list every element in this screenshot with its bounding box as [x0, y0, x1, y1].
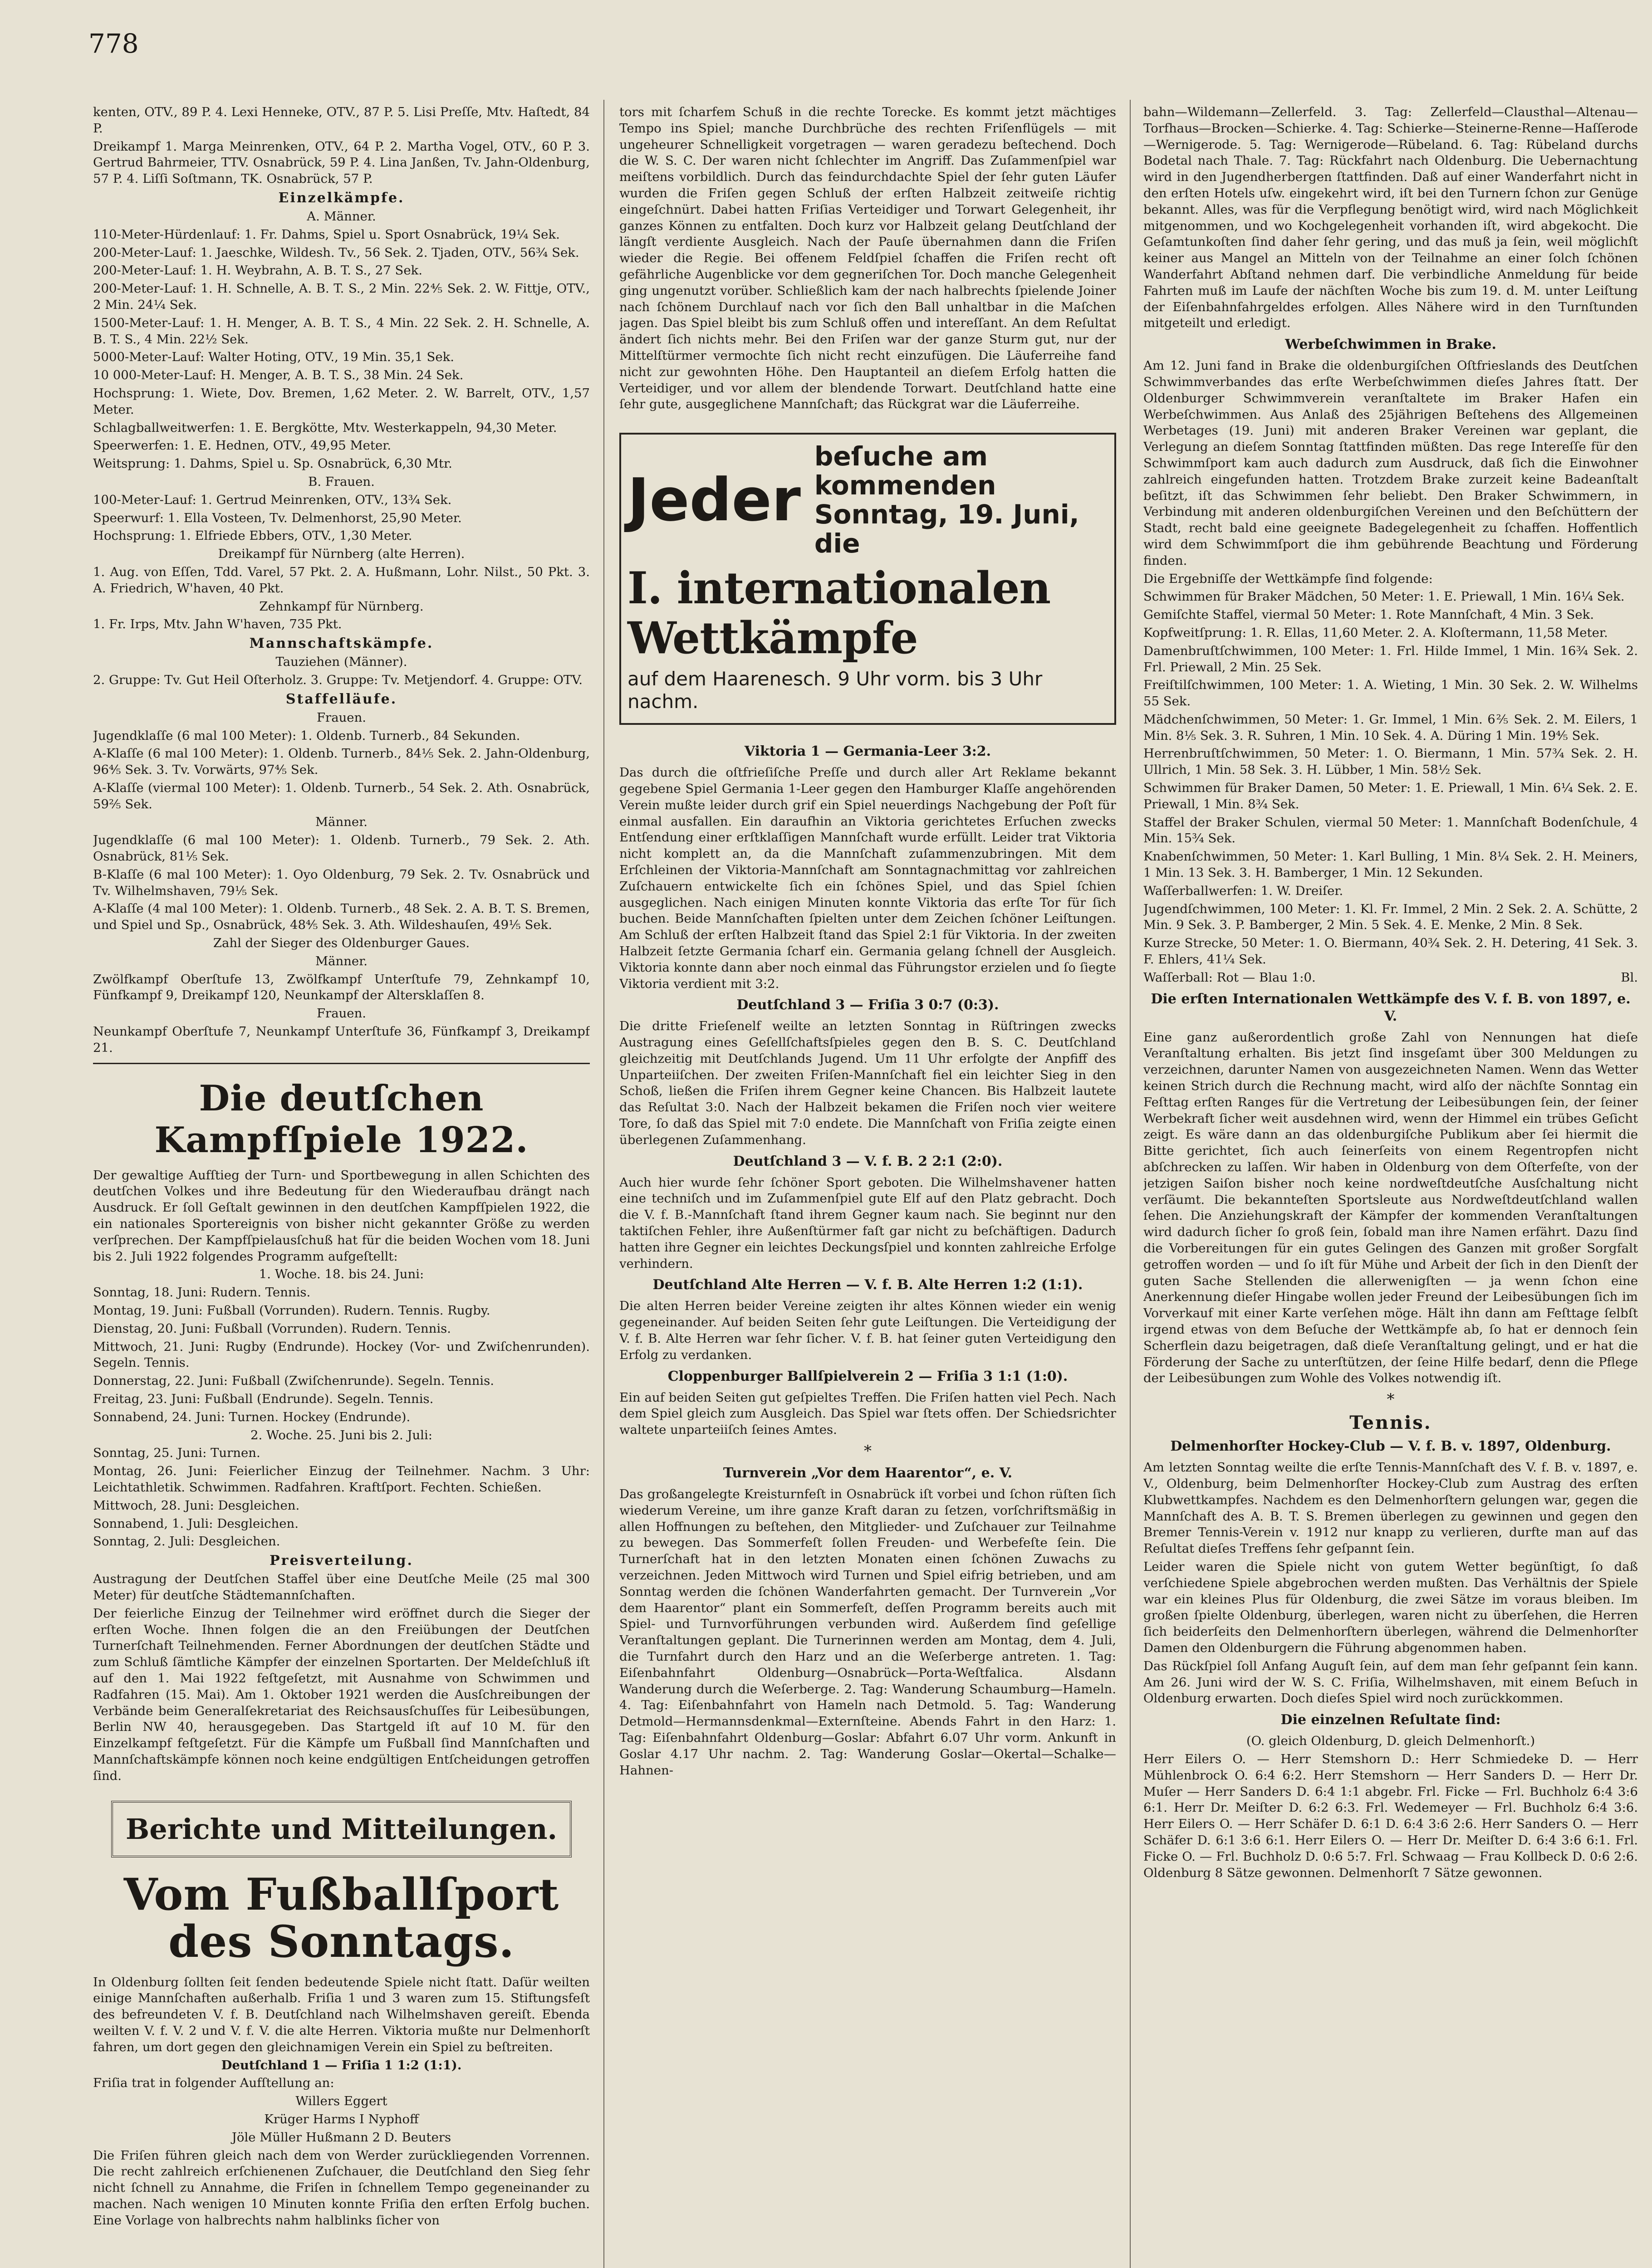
result-line: 1500-Meter-Lauf: 1. H. Menger, A. B. T. S., 4 Min. 22 Sek. 2. H. Schnelle, A. B. T. S., 4 Min. 22½ Sek. — [93, 315, 590, 347]
paragraph: Am 12. Juni fand in Brake die oldenburgiſchen Oſtfrieslands des Deutſchen Schwimmverbandes das erſte Werbeſchwimmen dieſes Jahres ſtatt. Der Oldenburger Schwimmverein veranſtaltete im Braker Hafen ein Werbeſchwimmen. Aus Anlaß des 25jährigen Beſtehens des Allgemeinen Werbetages (19. Juni) mit anderen Braker Vereinen war geplant, die Verlegung an dieſem Sonntag ſtattfinden müßten. Das rege Intereſſe für den Schwimmſport kam auch dadurch zum Ausdruck, daß ſich die Einwohner zahlreich eingefunden hatten. Trotzdem Brake zurzeit keine Badeanſtalt beſitzt, iſt das Schwimmen ſehr beliebt. Den Braker Schwimmern, in Verbindung mit anderen oldenburgiſchen Vereinen und den Beſchüttern der Stadt, recht bald eine geeignete Badegelegenheit zu ſchaffen. Hoffentlich wird dem Schwimmſport die ihm gebührende Beachtung und Förderung finden. — [1143, 358, 1638, 568]
schedule-line: Donnerstag, 22. Juni: Fußball (Zwiſchenrunde). Segeln. Tennis. — [93, 1374, 494, 1388]
schedule-line: Sonntag, 2. Juli: Desgleichen. — [93, 1534, 280, 1549]
result-line: 100-Meter-Lauf: 1. Gertrud Meinrenken, OTV., 13¾ Sek. — [93, 492, 452, 507]
subheading: Zehnkampf für Nürnberg. — [259, 599, 424, 614]
result-line: Speerwerfen: 1. E. Hednen, OTV., 49,95 Meter. — [93, 438, 392, 453]
paragraph: tors mit ſcharfem Schuß in die rechte Torecke. Es kommt jetzt mächtiges Tempo ins Spiel; manche Durchbrüche des rechten Friſenflügels — mit ungeheurer Schnelligkeit vorgetragen — waren geradezu beſtechend. Doch die W. S. C. Der waren nicht ſchlechter im Angriff. Das Zuſammenſpiel war meiſtens vorbildlich. Durch das feindurchdachte Spiel der ſehr guten Läufer wurden die Friſen gegen Schluß der erſten Halbzeit zeitweiſe richtig eingeſchnürt. Dabei hatten Friſias Verteidiger und Torwart Gelegenheit, ihr ganzes Können zu entfalten. Doch kurz vor Halbzeit gelang Deutſchland der längſt verdiente Ausgleich. Nach der Pauſe übernahmen dann die Friſen wieder die Regie. Bei offenem Feldſpiel ſchaffen die Friſen recht oft gefährliche Augenblicke vor dem gegneriſchen Tor. Doch manche Gelegenheit ging ungenutzt vorüber. Schließlich kam der nach halbrechts ſpielende Joiner nach ſchönem Durchlauf nach vor ſich den Ball unhaltbar in die Maſchen jagen. Das Spiel bleibt bis zum Schluß offen und intereſſant. An dem Reſultat ändert ſich nichts mehr. Bei den Friſen war der ganze Sturm gut, nur der Mittelſtürmer vermochte ſich nicht recht einzufügen. Die Läuferreihe fand nicht zur gewohnten Höhe. Den Hauptanteil an dieſem Erfolg hatten die Verteidiger, und vor allem der blendende Torwart. Deutſchland hatte eine ſehr gute, ausgeglichene Mannſchaft; das Rückgrat war die Läuferreihe. — [619, 105, 1116, 412]
ad-title: I. internationalen Wettkämpfe — [627, 562, 1051, 664]
paragraph: Das Rückſpiel ſoll Anfang Auguſt ſein, auf dem man ſehr geſpannt ſein kann. Am 26. Juni wird der W. S. C. Friſia, Wilhelmshaven, mit einem Beſuch in Oldenburg erwarten. Doch dieſes Spiel wird noch zurückkommen. — [1143, 1658, 1638, 1706]
article-headline: Die deutſchen Kampfſpiele 1922. — [154, 1077, 529, 1161]
result-line: Schlagballweitwerfen: 1. E. Bergkötte, Mtv. Westerkappeln, 94,30 Meter. — [93, 420, 557, 435]
subheading: Männer. — [315, 815, 368, 830]
result-line: A-Klaſſe (6 mal 100 Meter): 1. Oldenb. Turnerb., 84⅕ Sek. 2. Jahn-Oldenburg, 96⅘ Sek. 3. Tv. Vorwärts, 97⅘ Sek. — [93, 746, 590, 777]
result-line: Weitsprung: 1. Dahms, Spiel u. Sp. Osnabrück, 6,30 Mtr. — [93, 456, 452, 471]
article-title: Die erſten Internationalen Wettkämpfe des V. f. B. von 1897, e. V. — [1151, 991, 1631, 1024]
result-line: Knabenſchwimmen, 50 Meter: 1. Karl Bulling, 1 Min. 8¼ Sek. 2. H. Meiners, 1 Min. 13 Sek. 3. H. Bamberger, 1 Min. 12 Sekunden. — [1143, 849, 1638, 880]
ad-footer: auf dem Haarenesch. 9 Uhr vorm. bis 3 Uhr nachm. — [627, 668, 1043, 713]
paragraph: Die dritte Frieſenelf weilte an letzten Sonntag in Rüſtringen zwecks Austragung eines Geſellſchaftsſpieles gegen den B. S. C. Deutſchland gleichzeitig mit Deutſchlands Jugend. Um 11 Uhr erfolgte der Anpfiff des Unparteiiſchen. Der zweiten Friſen-Mannſchaft fiel ein leichter Sieg in den Schoß, ließen die Friſen ihrem Gegner keine Chancen. Bis Halbzeit lautete das Reſultat 3:0. Nach der Halbzeit bekamen die Friſen noch vier weitere Tore, ſo daß das Spiel mit 7:0 endete. Die Mannſchaft von Friſia zeigte einen überlegenen Zuſammenhang. — [619, 1019, 1116, 1147]
result-line: A-Klaſſe (4 mal 100 Meter): 1. Oldenb. Turnerb., 48 Sek. 2. A. B. T. S. Bremen, und Spiel und Sp., Osnabrück, 48⅘ Sek. 3. Ath. Wildeshauſen, 49⅕ Sek. — [93, 901, 590, 933]
column-1 — [93, 104, 590, 2268]
paragraph: bahn—Wildemann—Zellerfeld. 3. Tag: Zellerfeld—Clausthal—Altenau—Torfhaus—Brocken—Schierke. 4. Tag: Schierke—Steinerne-Renne—Haſſerode—Wernigerode. 5. Tag: Wernigerode—Rübeland. 6. Tag: Rübeland durchs Bodetal nach Thale. 7. Tag: Rückfahrt nach Oldenburg. Die Uebernachtung wird in den Jugendherbergen ſtattfinden. Daß auf einer Wanderfahrt nicht in den erſten Hotels uſw. eingekehrt wird, iſt bei den Turnern ſchon zur Genüge bekannt. Alles, was für die Verpflegung benötigt wird, wird nach Möglichkeit mitgenommen, und wo Kochgelegenheit vorhanden iſt, wird abgekocht. Die Geſamtunkoſten ſind daher ſehr gering, und das muß ja ſein, weil möglichſt keiner aus Mangel an Mitteln von der Teilnahme an einer ſolch ſchönen Wanderfahrt Abſtand nehmen darf. Die verbindliche Anmeldung für beide Fahrten muß im Laufe der nächſten Woche bis zum 19. d. M. unter Leiſtung der Eiſenbahnfahrgeldes erfolgen. Alles Nähere wird in den Turnſtunden mitgeteilt und erledigt. — [1143, 105, 1638, 331]
result-line: 110-Meter-Hürdenlauf: 1. Fr. Dahms, Spiel u. Sport Osnabrück, 19¼ Sek. — [93, 227, 560, 242]
author-signature: Bl. — [1621, 970, 1638, 985]
paragraph: Die alten Herren beider Vereine zeigten ihr altes Können wieder ein wenig gegeneinander. Auf beiden Seiten ſehr gute Leiſtungen. Die Verteidigung der V. f. B. Alte Herren war ſehr ſicher. V. f. B. hat ſeiner guten Verteidigung den Erfolg zu verdanken. — [619, 1299, 1116, 1362]
paragraph: Friſia trat in folgender Aufſtellung an: — [93, 2076, 334, 2091]
result-line: Waſſerballwerfen: 1. W. Dreiſer. — [1143, 883, 1343, 898]
ad-line-1: beſuche am kommenden — [814, 441, 996, 501]
paragraph: Dreikampf 1. Marga Meinrenken, OTV., 64 P. 2. Martha Vogel, OTV., 60 P. 3. Gertrud Bahrmeier, TTV. Osnabrück, 59 P. 4. Lina Janßen, Tv. Jahn-Oldenburg, 57 P. 4. Liſſi Soſtmann, TK. Osnabrück, 57 P. — [93, 139, 590, 186]
result-line: Schwimmen für Braker Mädchen, 50 Meter: 1. E. Priewall, 1 Min. 16¼ Sek. — [1143, 589, 1625, 604]
result-line: Staffel der Braker Schulen, viermal 50 Meter: 1. Mannſchaft Bodenſchule, 4 Min. 15¾ Sek. — [1143, 815, 1638, 846]
paragraph: Der gewaltige Aufſtieg der Turn- und Sportbewegung in allen Schichten des deutſchen Volkes und ihre Bedeutung für den Wiederaufbau drängt nach Ausdruck. Er ſoll Geſtalt gewinnen in den deutſchen Kampfſpielen 1922, die ein nationales Sportereignis von bisher nicht gekannter Größe zu werden verſprechen. Der Kampfſpielausſchuß hat für die beiden Wochen vom 18. Juni bis 2. Juli 1922 folgendes Programm aufgeſtellt: — [93, 1168, 590, 1264]
result-line: Jugendklaſſe (6 mal 100 Meter): 1. Oldenb. Turnerb., 79 Sek. 2. Ath. Osnabrück, 81⅕ Sek. — [93, 833, 590, 864]
result-line: Herrenbruſtſchwimmen, 50 Meter: 1. O. Biermann, 1 Min. 57¾ Sek. 2. H. Ullrich, 1 Min. 58 Sek. 3. H. Lübber, 1 Min. 58½ Sek. — [1143, 746, 1638, 777]
match-title: Deutſchland 3 — V. f. B. 2 2:1 (2:0). — [733, 1153, 1003, 1169]
result-line: 2. Gruppe: Tv. Gut Heil Oſterholz. 3. Gruppe: Tv. Metjendorf. 4. Gruppe: OTV. — [93, 672, 583, 687]
column-3 — [1143, 104, 1638, 2268]
column-rule-1 — [603, 100, 604, 2268]
match-title: Deutſchland Alte Herren — V. f. B. Alte Herren 1:2 (1:1). — [652, 1277, 1083, 1293]
result-line: Kurze Strecke, 50 Meter: 1. O. Biermann, 40¾ Sek. 2. H. Detering, 41 Sek. 3. F. Ehlers, 41¼ Sek. — [1143, 936, 1638, 967]
result-line: 5000-Meter-Lauf: Walter Hoting, OTV., 19 Min. 35,1 Sek. — [93, 350, 455, 365]
result-line: B-Klaſſe (6 mal 100 Meter): 1. Oyo Oldenburg, 79 Sek. 2. Tv. Osnabrück und Tv. Wilhelmshaven, 79⅕ Sek. — [93, 867, 590, 898]
subheading: Männer. — [315, 953, 368, 968]
result-line: Freiſtilſchwimmen, 100 Meter: 1. A. Wieting, 1 Min. 30 Sek. 2. W. Wilhelms 55 Sek. — [1143, 678, 1638, 709]
paragraph: Zwölfkampf Oberſtufe 13, Zwölfkampf Unterſtufe 79, Zehnkampf 10, Fünfkampf 9, Dreikampf 120, Neunkampf der Altersklaſſen 8. — [93, 972, 590, 1003]
match-title: Cloppenburger Ballſpielverein 2 — Friſia 3 1:1 (1:0). — [667, 1368, 1068, 1384]
ad-top-row — [627, 442, 1108, 558]
result-line: Jugendſchwimmen, 100 Meter: 1. Kl. Fr. Immel, 2 Min. 2 Sek. 2. A. Schütte, 2 Min. 9 Sek. 3. P. Bamberger, 2 Min. 5 Sek. 4. E. Menke, 2 Min. 8 Sek. — [1143, 901, 1638, 933]
section-banner: Berichte und Mitteilungen. — [111, 1801, 572, 1857]
subheading: Tauziehen (Männer). — [275, 655, 407, 670]
subheading: B. Frauen. — [308, 474, 375, 489]
result-line: 200-Meter-Lauf: 1. H. Schnelle, A. B. T. S., 2 Min. 22⅘ Sek. 2. W. Fittje, OTV., 2 Min. 24¼ Sek. — [93, 281, 590, 312]
schedule-line: Mittwoch, 21. Juni: Rugby (Endrunde). Hockey (Vor- und Zwiſchenrunden). Segeln. Tennis. — [93, 1339, 590, 1370]
schedule-line: Montag, 26. Juni: Feierlicher Einzug der Teilnehmer. Nachm. 3 Uhr: Leichtathletik. Schwimmen. Radfahren. Kraftſport. Fechten. Schießen. — [93, 1464, 590, 1495]
paragraph: Der feierliche Einzug der Teilnehmer wird eröffnet durch die Sieger der erſten Woche. Ihnen folgen die an den Freiübungen der Deutſchen Turnerſchaft Teilnehmenden. Ferner Abordnungen der deutſchen Städte und zum Schluß ſämtliche Kämpfer der einzelnen Sportarten. Der Meldeſchluß iſt auf den 1. Mai 1922 feſtgeſetzt, mit Ausnahme von Schwimmen und Radfahren (15. Mai). Am 1. Oktober 1921 werden die Ausſchreibungen der Verbände beim Generalſekretariat des Reichsausſchuſſes für Leibesübungen, Berlin NW 40, herausgegeben. Das Startgeld iſt auf 10 M. für den Einzelkampf feſtgeſetzt. Für die Kämpfe um Fußball ſind Mannſchaften und Mannſchaftskämpfe können noch keine endgültigen Entſcheidungen getroffen ſind. — [93, 1606, 590, 1783]
section-headline: Vom Fußballſport des Sonntags. — [123, 1868, 559, 1967]
paragraph: Die Friſen führen gleich nach dem von Werder zurückliegenden Vorrennen. Die recht zahlreich erſchienenen Zuſchauer, die Deutſchland den Sieg ſehr nicht ſchnell zu Annahme, die Friſen in ſchnellem Tempo gegeneinander zu machen. Nach wenigen 10 Minuten konnte Friſia den erſten Erfolg buchen. Eine Vorlage von halbrechts nahm halblinks ſicher von — [93, 2148, 590, 2228]
paragraph: Austragung der Deutſchen Staffel über eine Deutſche Meile (25 mal 300 Meter) für deutſche Städtemannſchaften. — [93, 1572, 590, 1603]
paragraph: Am letzten Sonntag weilte die erſte Tennis-Mannſchaft des V. f. B. v. 1897, e. V., Oldenburg, beim Delmenhorſter Hockey-Club zum Austrag des erſten Klubwettkampfes. Nachdem es den Delmenhorſtern gelungen war, gegen die Mannſchaft des A. B. T. S. Bremen überlegen zu gewinnen und gegen den Bremer Tennis-Verein v. 1912 nur knapp zu verlieren, durfte man auf das Reſultat dieſes Treffens ſehr geſpannt ſein. — [1143, 1460, 1638, 1556]
result-line: Hochsprung: 1. Elfriede Ebbers, OTV., 1,30 Meter. — [93, 528, 412, 543]
paragraph: Herr Eilers O. — Herr Stemshorn D.: Herr Schmiedeke D. — Herr Mühlenbrock O. 6:4 6:2. Herr Stemshorn — Herr Sanders D. — Herr Dr. Muſer — Herr Sanders D. 6:4 1:1 abgebr. Frl. Ficke — Frl. Buchholz 6:4 3:6 6:1. Herr Dr. Meiſter D. 6:2 6:3. Frl. Wedemeyer — Frl. Buchholz 6:4 3:6. Herr Eilers O. — Herr Schäfer D. 6:1 D. 6:4 3:6 2:6. Herr Sanders O. — Herr Schäfer D. 6:1 3:6 6:1. Herr Eilers O. — Herr Dr. Meiſter D. 6:4 3:6 6:1. Frl. Ficke O. — Frl. Buchholz D. 0:6 5:7. Frl. Schwaag — Frau Kollbeck D. 0:6 2:6. Oldenburg 8 Sätze gewonnen. Delmenhorſt 7 Sätze gewonnen. — [1143, 1751, 1638, 1880]
result-line: A-Klaſſe (viermal 100 Meter): 1. Oldenb. Turnerb., 54 Sek. 2. Ath. Osnabrück, 59⅖ Sek. — [93, 780, 590, 811]
schedule-line: Montag, 19. Juni: Fußball (Vorrunden). Rudern. Tennis. Rugby. — [93, 1303, 490, 1318]
section-title: Tennis. — [1349, 1412, 1432, 1434]
paragraph: Auch hier wurde ſehr ſchöner Sport geboten. Die Wilhelmshavener hatten eine techniſch und im Zuſammenſpiel gute Elf auf den Platz gebracht. Doch die V. f. B.-Mannſchaft ſtand ihrem Gegner kaum nach. Sie beginnt nur den taktiſchen Fehler, ihre Außenſtürmer faſt gar nicht zu beſchäftigen. Dadurch hatten ihre Gegner ein leichtes Deckungsſpiel und konnten zahlreiche Erfolge verhindern. — [619, 1175, 1116, 1271]
subheading: Die einzelnen Reſultate ſind: — [1280, 1712, 1501, 1728]
schedule-line: Dienstag, 20. Juni: Fußball (Vorrunden). Rudern. Tennis. — [93, 1321, 451, 1336]
schedule-line: Sonnabend, 1. Juli: Desgleichen. — [93, 1516, 299, 1531]
result-line: 1. Fr. Irps, Mtv. Jahn W'haven, 735 Pkt. — [93, 617, 342, 632]
match-title: Viktoria 1 — Germania-Leer 3:2. — [744, 743, 991, 760]
result-line: Speerwurf: 1. Ella Vosteen, Tv. Delmenhorst, 25,90 Meter. — [93, 510, 462, 525]
advertisement — [619, 433, 1116, 725]
paragraph: Das großangelegte Kreisturnfeſt in Osnabrück iſt vorbei und ſchon rüſten ſich wiederum Vereine, um ihre ganze Kraft daran zu ſetzen, vorſchriftsmäßig in allen Hoffnungen zu beſtehen, den Mitglieder- und Zuſchauer zur Teilnahme zu bewegen. Das Sommerfeſt ſollen Freuden- und Werbefeſte ſein. Die Turnerſchaft hat in den letzten Monaten einen ſchönen Zuwachs zu verzeichnen. Jeden Mittwoch wird Turnen und Spiel eifrig betrieben, und am Sonntag werden die ſchönen Wanderfahrten gemacht. Der Turnverein „Vor dem Haarentor“ plant ein Sommerfeſt, deſſen Programm bereits auch mit Spiel- und Turnvorführungen verbunden wird. Außerdem ſind geſellige Veranſtaltungen geplant. Die Turnerinnen werden am Montag, dem 4. Juli, die Turnfahrt durch den Harz und an die Weſerberge antreten. 1. Tag: Eiſenbahnfahrt Oldenburg—Osnabrück—Porta-Weſtfalica. Alsdann Wanderung durch die Weſerberge. 2. Tag: Wanderung Schaumburg—Hameln. 4. Tag: Eiſenbahnfahrt von Hameln nach Detmold. 5. Tag: Wanderung Detmold—Hermannsdenkmal—Externſteine. Abends Fahrt in den Harz: 1. Tag: Eiſenbahnfahrt Oldenburg—Goslar: Abfahrt 6.07 Uhr vorm. Ankunft in Goslar 4.17 Uhr nachm. 2. Tag: Wanderung Goslar—Okertal—Schalke—Hahnen- — [619, 1487, 1116, 1778]
subheading: Dreikampf für Nürnberg (alte Herren). — [218, 547, 465, 562]
lineup-line: Jöle Müller Hußmann 2 D. Beuters — [231, 2130, 451, 2145]
article-title: Turnverein „Vor dem Haarentor“, e. V. — [723, 1465, 1013, 1481]
result-line: Damenbruſtſchwimmen, 100 Meter: 1. Frl. Hilde Immel, 1 Min. 16¾ Sek. 2. Frl. Priewall, 2 Min. 25 Sek. — [1143, 643, 1638, 675]
divider — [93, 1063, 590, 1064]
paragraph: In Oldenburg ſollten ſeit ſenden bedeutende Spiele nicht ſtatt. Daſür weilten einige Mannſchaften außerhalb. Friſia 1 und 3 waren zum 15. Stiftungsfeſt des befreundeten V. f. B. Deutſchland nach Wilhelmshaven gereiſt. Ebenda weilten V. f. V. 2 und V. f. V. die alte Herren. Viktoria mußte nur Delmenhorſt fahren, um dort gegen den gleichnamigen Verein ein Spiel zu beſtreiten. — [93, 1975, 590, 2054]
lineup-line: Willers Eggert — [295, 2094, 387, 2109]
section-star: * — [864, 1442, 872, 1461]
result-line: Hochsprung: 1. Wiete, Dov. Bremen, 1,62 Meter. 2. W. Barrelt, OTV., 1,57 Meter. — [93, 386, 590, 417]
paragraph: Leider waren die Spiele nicht von gutem Wetter begünſtigt, ſo daß verſchiedene Spiele abgebrochen werden mußten. Das Verhältnis der Spiele war ein kleines Plus für Oldenburg, die zwei Sätze im voraus bleiben. Im großen ſpielte Oldenburg, überlegen, waren nicht zu überſehen, die Herren ſich beiderſeits den Delmenhorſtern überlegen, während die Delmenhorſter Damen den Oldenburgern die Führung abgenommen haben. — [1143, 1559, 1638, 1655]
result-line: 1. Aug. von Eſſen, Tdd. Varel, 57 Pkt. 2. A. Hußmann, Lohr. Nilst., 50 Pkt. 3. A. Friedrich, W'haven, 40 Pkt. — [93, 564, 590, 596]
schedule-line: Sonnabend, 24. Juni: Turnen. Hockey (Endrunde). — [93, 1409, 411, 1424]
result-line: Kopfweitſprung: 1. R. Ellas, 11,60 Meter. 2. A. Kloſtermann, 11,58 Meter. — [1143, 625, 1608, 640]
result-line: 200-Meter-Lauf: 1. H. Weybrahn, A. B. T. S., 27 Sek. — [93, 263, 423, 278]
schedule-line: Mittwoch, 28. Juni: Desgleichen. — [93, 1498, 300, 1513]
result-text: Waſſerball: Rot — Blau 1:0. — [1143, 970, 1316, 985]
result-line — [1143, 970, 1638, 986]
result-line: Jugendklaſſe (6 mal 100 Meter): 1. Oldenb. Turnerb., 84 Sekunden. — [93, 728, 520, 743]
match-title: Deutſchland 3 — Friſia 3 0:7 (0:3). — [736, 997, 999, 1013]
result-line: Schwimmen für Braker Damen, 50 Meter: 1. E. Priewall, 1 Min. 6¼ Sek. 2. E. Priewall, 1 Min. 8¾ Sek. — [1143, 781, 1638, 811]
ad-jeder: Jeder — [627, 465, 801, 535]
article-title: Werbeſchwimmen in Brake. — [1285, 337, 1496, 353]
result-line: Gemiſchte Staffel, viermal 50 Meter: 1. Rote Mannſchaft, 4 Min. 3 Sek. — [1143, 607, 1594, 622]
match-title: Delmenhorſter Hockey-Club — V. f. B. v. 1897, Oldenburg. — [1170, 1438, 1611, 1455]
paragraph: Neunkampf Oberſtufe 7, Neunkampf Unterſtufe 36, Fünfkampf 3, Dreikampf 21. — [93, 1024, 590, 1055]
paragraph: Die Ergebniſſe der Wettkämpfe ſind folgende: — [1143, 571, 1433, 586]
paragraph: Das durch die oſtfrieſiſche Preſſe und durch aller Art Reklame bekannt gegebene Spiel Germania 1-Leer gegen den Hamburger Klaſſe angehörenden Verein mußte leider durch grif ein Spiel neuerdings Nachgebung der Poſt für einmal ausfallen. Ein daraufhin an Viktoria gerichtetes Erſuchen zwecks Entſendung einer erſtklaſſigen Mannſchaft wurde erfüllt. Leider trat Viktoria nicht komplett an, da die Mannſchaft zuſammenzubringen. Mit dem Erſchleinen der Viktoria-Mannſchaft am Sonntagnachmittag vor zahlreichen Zuſchauern entwickelte ſich ein ſchönes Spiel, und das Spiel ſchien ausgeglichen. Nach einigen Minuten konnte Viktoria das erſte Tor für ſich buchen. Beide Mannſchaften ſpielten unter dem Zeichen ſchöner Leiſtungen. Am Schluß der erſten Halbzeit ſtand das Spiel 2:1 für Viktoria. In der zweiten Halbzeit ſetzte Germania ſcharf ein. Germania gelang ſchnell der Ausgleich. Viktoria konnte dann aber noch einmal das Führungstor erzielen und ſo ſiegte Viktoria verdient mit 3:2. — [619, 765, 1116, 991]
subheading: Mannschaftskämpfe. — [249, 635, 434, 652]
subheading: Einzelkämpfe. — [278, 190, 405, 206]
lineup-line: Krüger Harms I Nyphoff — [264, 2112, 419, 2126]
schedule-line: Sonntag, 18. Juni: Rudern. Tennis. — [93, 1285, 311, 1300]
section-star: * — [1387, 1390, 1395, 1409]
result-line: Mädchenſchwimmen, 50 Meter: 1. Gr. Immel, 1 Min. 6⅖ Sek. 2. M. Eilers, 1 Min. 8⅕ Sek. 3. R. Suhren, 1 Min. 10 Sek. 4. A. Düring 1 Min. 19⅘ Sek. — [1143, 712, 1638, 743]
paragraph: kenten, OTV., 89 P. 4. Lexi Henneke, OTV., 87 P. 5. Lisi Preſſe, Mtv. Haſtedt, 84 P. — [93, 105, 590, 136]
paragraph: Ein auf beiden Seiten gut geſpieltes Treffen. Die Friſen hatten viel Pech. Nach dem Spiel gleich zum Ausgleich. Das Spiel war ſtets offen. Der Schiedsrichter waltete unparteiiſch ſeines Amtes. — [619, 1390, 1116, 1437]
subheading: 1. Woche. 18. bis 24. Juni: — [259, 1267, 424, 1282]
subheading: 2. Woche. 25. Juni bis 2. Juli: — [250, 1427, 433, 1442]
ad-line-2: Sonntag, 19. Juni, die — [814, 499, 1079, 559]
paragraph: Eine ganz außerordentlich große Zahl von Nennungen hat dieſe Veranſtaltung erhalten. Bis jetzt ſind insgeſamt über 300 Meldungen zu verzeichnen, darunter Namen von ausgezeichneten Namen. Wenn das Wetter keinen Strich durch die Rechnung macht, wird alſo der nächſte Sonntag ein Feſttag erſten Ranges für die Vertretung der Leibesübungen ſein, der ſeiner Werbekraft ſicher weit ausdehnen wird, wenn der Himmel ein trübes Geſicht zeigt. Es wäre dann an das oldenburgiſche Publikum aber ſei hiermit die Bitte gerichtet, ſich auch ſeinerſeits von einem Regentropfen nicht abſchrecken zu laſſen. Wir haben in Oldenburg von dem Oſterfeſte, von der jetzigen Saiſon bisher noch keine nordweſtdeutſche Ausſchaltung nicht verſäumt. Die bekannteſten Sportsleute aus Nordweſtdeutſchland wallen ſehen. Die Anziehungskraft der Kämpfer der kommenden Veranſtaltungen wird dadurch ſicher ſo groß ſein, ſobald man ihre Namen erfährt. Dazu ſind die Vorbereitungen für ein gutes Gelingen des Ganzen mit großer Sorgfalt getroffen worden — und ſo iſt für Mühe und Arbeit der ſich in den Dienſt der guten Sache Stellenden die allerwenigſten — ja wenn ſchon eine Anerkennung dieſer Hingabe wollen jeder Freund der Leibesübungen ſich im Vorverkauf mit einer Karte verſehen möge. Hält ihn dann am Feſttage ſelbſt irgend etwas von dem Beſuche der Wettkämpfe ab, ſo hat er dennoch ſein Scherflein dazu beigetragen, daß dieſe Veranſtaltung gelingt, und er hat die Förderung der Sache zu unterſtützen, der ſeine Hilfe bedarf, denn die Pflege der Leibesübungen zum Wohle des Volkes notwendig iſt. — [1143, 1030, 1638, 1386]
subheading: Preisverteilung. — [270, 1553, 413, 1569]
schedule-line: Freitag, 23. Juni: Fußball (Endrunde). Segeln. Tennis. — [93, 1392, 434, 1406]
subheading: (O. gleich Oldenburg, D. gleich Delmenhorſt.) — [1246, 1734, 1535, 1749]
result-line: 10 000-Meter-Lauf: H. Menger, A. B. T. S., 38 Min. 24 Sek. — [93, 368, 464, 383]
match-title: Deutſchland 1 — Friſia 1 1:2 (1:1). — [221, 2058, 462, 2072]
column-rule-2 — [1130, 100, 1131, 2268]
result-line: 200-Meter-Lauf: 1. Jaeschke, Wildesh. Tv., 56 Sek. 2. Tjaden, OTV., 56¾ Sek. — [93, 245, 579, 260]
column-2 — [619, 104, 1116, 2268]
subheading: Zahl der Sieger des Oldenburger Gaues. — [213, 936, 470, 951]
subheading: A. Männer. — [307, 209, 376, 224]
subheading: Staffelläufe. — [285, 691, 397, 707]
ad-right — [814, 442, 1108, 558]
subheading: Frauen. — [316, 1006, 367, 1021]
page-number: 778 — [88, 28, 139, 59]
schedule-line: Sonntag, 25. Juni: Turnen. — [93, 1446, 260, 1461]
subheading: Frauen. — [316, 710, 367, 725]
